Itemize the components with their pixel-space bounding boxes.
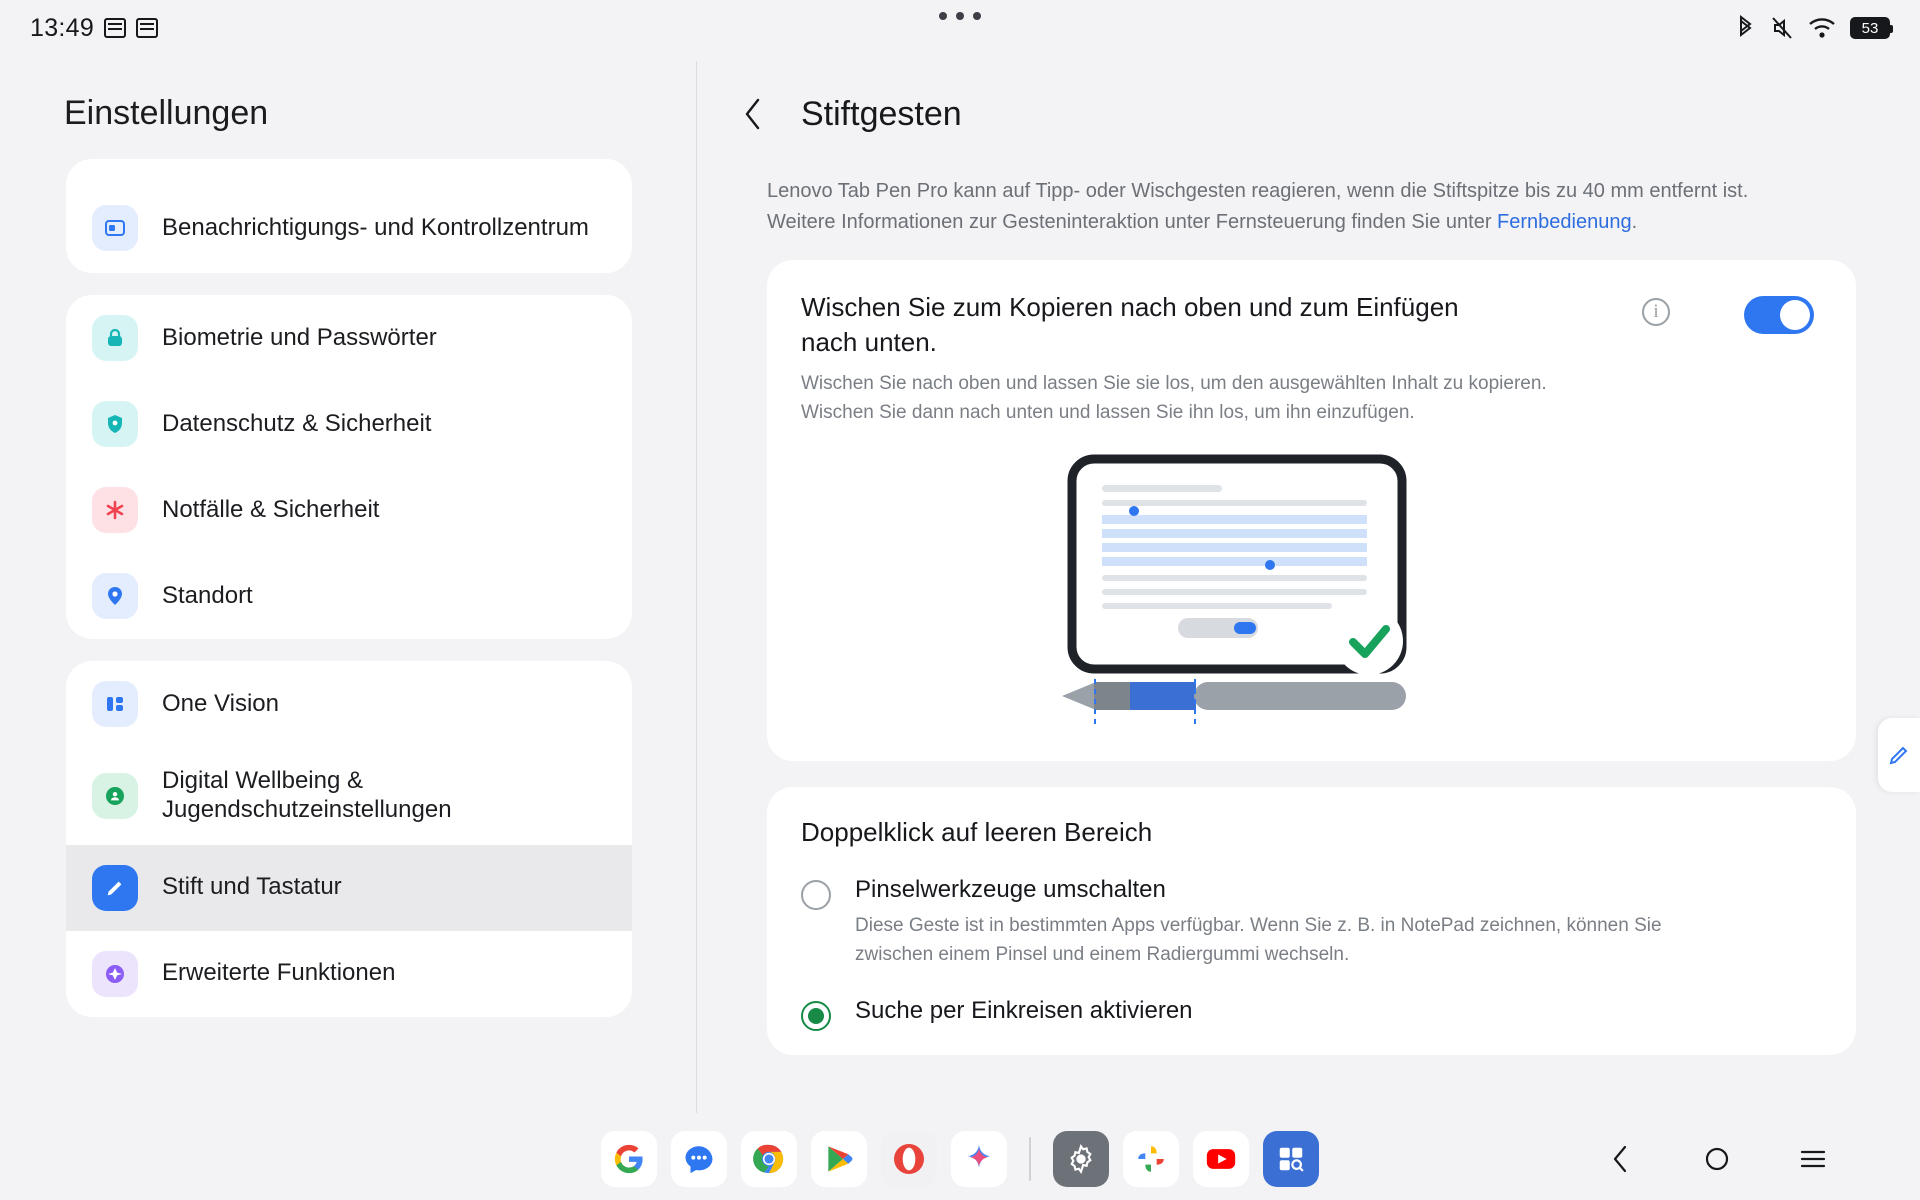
sidebar-item-biometrie-und-passwoerter[interactable] (66, 295, 632, 381)
gesture-card-subtitle: Wischen Sie nach oben und lassen Sie sie los, um den ausgewählten Inhalt zu kopieren. Wischen Sie dann nach unten und lassen Sie ihn los, um ihn einzufügen. (801, 373, 1547, 423)
option-description: Diese Geste ist in bestimmten Apps verfügbar. Wenn Sie z. B. in NotePad zeichnen, können Sie zwischen einem Pinsel und einem Radiergummi wechseln. (855, 915, 1662, 965)
sidebar-item-datenschutz-sicherheit[interactable] (66, 381, 632, 467)
sidebar-item-label: Datenschutz & Sicherheit (162, 409, 432, 437)
nav-recents[interactable] (1796, 1142, 1830, 1176)
back-button[interactable] (733, 94, 773, 134)
sidebar-item-label: Digital Wellbeing & Jugendschutzeinstellungen (162, 767, 452, 823)
detail-title: Stiftgesten (801, 94, 962, 133)
sidebar-item-label: Benachrichtigungs- und Kontrollzentrum (162, 213, 589, 241)
info-icon[interactable]: i (1642, 298, 1670, 326)
photos-app[interactable] (1123, 1131, 1179, 1187)
wellbeing-icon (92, 773, 138, 819)
detail-description (767, 176, 1787, 238)
calendar-icon (104, 18, 126, 38)
shield-icon (92, 401, 138, 447)
sidebar-item-notfaelle-sicherheit[interactable] (66, 467, 632, 553)
chrome-app[interactable] (741, 1131, 797, 1187)
nav-back[interactable] (1604, 1142, 1638, 1176)
google-app[interactable] (601, 1131, 657, 1187)
sidebar-group-1 (66, 159, 632, 273)
dock-apps (601, 1131, 1319, 1187)
dock-separator (1029, 1137, 1031, 1181)
pen-icon (92, 865, 138, 911)
camera-dots (939, 12, 981, 20)
fernbedienung-link[interactable]: Fernbedienung (1497, 211, 1632, 233)
emergency-icon (92, 487, 138, 533)
option-label: Suche per Einkreisen aktivieren (855, 997, 1193, 1025)
detail-header (697, 56, 1920, 134)
status-left (30, 14, 158, 43)
radio-button[interactable] (801, 1001, 831, 1031)
navigation-bar (1604, 1142, 1830, 1176)
sidebar-item-standort[interactable] (66, 553, 632, 639)
calendar-icon (136, 18, 158, 38)
sidebar-item-label: Biometrie und Passwörter (162, 323, 437, 351)
doubleclick-card (767, 787, 1856, 1055)
play-store-app[interactable] (811, 1131, 867, 1187)
page-title: Einstellungen (64, 94, 269, 132)
pen-tab-handle[interactable] (1878, 718, 1920, 792)
sidebar-item-label: One Vision (162, 689, 279, 717)
gesture-card (767, 260, 1856, 761)
sidebar-item-one-vision[interactable] (66, 661, 632, 747)
description-text-end: . (1631, 211, 1638, 233)
sidebar-item-label: Standort (162, 581, 253, 609)
wifi-icon (1808, 17, 1836, 39)
advanced-icon (92, 951, 138, 997)
status-bar (0, 0, 1920, 56)
sidebar-item-benachrichtigungs-und-kontrollzentrum[interactable] (66, 159, 632, 273)
notification-icon (92, 205, 138, 251)
bluetooth-icon (1736, 15, 1756, 41)
settings-sidebar (0, 56, 696, 1118)
opera-app[interactable] (881, 1131, 937, 1187)
radio-button[interactable] (801, 880, 831, 910)
app-drawer[interactable] (1263, 1131, 1319, 1187)
messages-app[interactable] (671, 1131, 727, 1187)
status-time: 13:49 (30, 13, 95, 42)
sidebar-item-erweiterte-funktionen[interactable] (66, 931, 632, 1017)
option-suche-einkreisen[interactable] (801, 997, 1822, 1031)
sidebar-item-stift-und-tastatur[interactable] (66, 845, 632, 931)
description-text: Lenovo Tab Pen Pro kann auf Tipp- oder Wischgesten reagieren, wenn die Stiftspitze bis zu 40 mm entfernt ist. Weitere Informationen zur Gesteninteraktion unter Fernsteuerung finden Sie unter (767, 180, 1749, 233)
option-label: Pinselwerkzeuge umschalten (855, 876, 1166, 904)
nav-home[interactable] (1700, 1142, 1734, 1176)
youtube-app[interactable] (1193, 1131, 1249, 1187)
dock (0, 1118, 1920, 1200)
settings-app[interactable] (1053, 1131, 1109, 1187)
sidebar-item-digital-wellbeing[interactable] (66, 747, 632, 845)
main-content (0, 56, 1920, 1118)
sidebar-group-2 (66, 295, 632, 639)
gemini-app[interactable] (951, 1131, 1007, 1187)
battery-indicator (1850, 17, 1890, 39)
mute-icon (1770, 15, 1794, 41)
battery-level: 53 (1861, 19, 1879, 37)
one-vision-icon (92, 681, 138, 727)
option-pinselwerkzeuge[interactable] (801, 876, 1822, 969)
doubleclick-card-title: Doppelklick auf leeren Bereich (801, 817, 1153, 848)
pen-icon (1887, 743, 1911, 767)
sidebar-item-label: Stift und Tastatur (162, 873, 342, 901)
sidebar-item-label: Erweiterte Funktionen (162, 959, 396, 987)
gesture-toggle[interactable] (1744, 296, 1814, 334)
status-right (1736, 15, 1890, 41)
detail-pane (697, 56, 1920, 1118)
sidebar-group-3 (66, 661, 632, 1017)
gesture-card-title: Wischen Sie zum Kopieren nach oben und zum Einfügen nach unten. (801, 292, 1459, 358)
lock-icon (92, 315, 138, 361)
sidebar-item-label: Notfälle & Sicherheit (162, 495, 380, 523)
location-icon (92, 573, 138, 619)
gesture-illustration (801, 453, 1822, 733)
